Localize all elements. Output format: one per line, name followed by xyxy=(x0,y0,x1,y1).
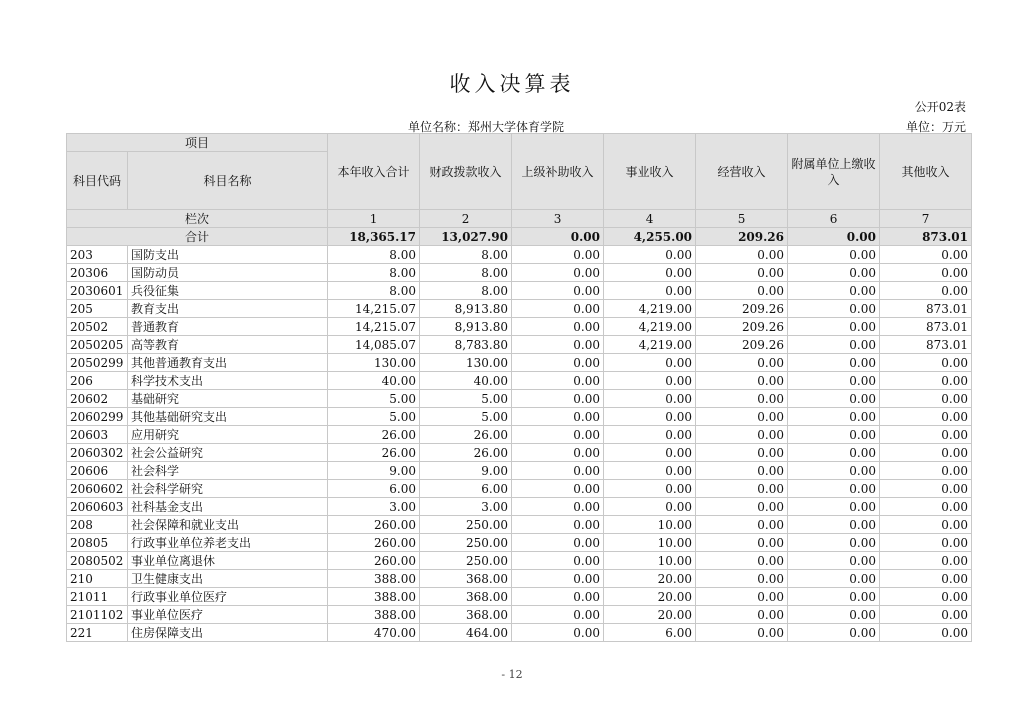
amount-cell: 0.00 xyxy=(512,552,604,570)
subject-code: 2050299 xyxy=(67,354,128,372)
amount-cell: 250.00 xyxy=(420,534,512,552)
amount-cell: 0.00 xyxy=(696,552,788,570)
amount-cell: 0.00 xyxy=(788,570,880,588)
money-unit: 单位：万元 xyxy=(905,120,966,134)
header-col-4: 事业收入 xyxy=(604,134,696,210)
amount-cell: 0.00 xyxy=(696,426,788,444)
amount-cell: 0.00 xyxy=(604,390,696,408)
table-row xyxy=(67,624,972,642)
amount-cell: 464.00 xyxy=(420,624,512,642)
amount-cell: 873.01 xyxy=(880,318,972,336)
amount-cell: 4,219.00 xyxy=(604,300,696,318)
amount-cell: 26.00 xyxy=(420,444,512,462)
amount-cell: 0.00 xyxy=(880,588,972,606)
table-row xyxy=(67,588,972,606)
header-col-3: 上级补助收入 xyxy=(512,134,604,210)
subject-code: 2101102 xyxy=(67,606,128,624)
amount-cell: 0.00 xyxy=(604,408,696,426)
amount-cell: 40.00 xyxy=(328,372,420,390)
amount-cell: 0.00 xyxy=(788,282,880,300)
total-row xyxy=(67,228,972,246)
amount-cell: 0.00 xyxy=(512,390,604,408)
amount-cell: 0.00 xyxy=(512,588,604,606)
amount-cell: 0.00 xyxy=(880,480,972,498)
amount-cell: 26.00 xyxy=(420,426,512,444)
subject-code: 20602 xyxy=(67,390,128,408)
amount-cell: 0.00 xyxy=(788,498,880,516)
amount-cell: 26.00 xyxy=(328,426,420,444)
subject-name: 事业单位医疗 xyxy=(128,606,328,624)
amount-cell: 0.00 xyxy=(604,282,696,300)
subject-name: 行政事业单位医疗 xyxy=(128,588,328,606)
seq-cell: 7 xyxy=(880,210,972,228)
seq-row xyxy=(67,210,972,228)
amount-cell: 0.00 xyxy=(512,516,604,534)
seq-cell: 1 xyxy=(328,210,420,228)
header-col-5: 经营收入 xyxy=(696,134,788,210)
amount-cell: 14,085.07 xyxy=(328,336,420,354)
subject-name: 社会科学研究 xyxy=(128,480,328,498)
seq-cell: 4 xyxy=(604,210,696,228)
amount-cell: 209.26 xyxy=(696,318,788,336)
amount-cell: 0.00 xyxy=(604,246,696,264)
income-table xyxy=(66,133,972,642)
table-row xyxy=(67,264,972,282)
form-code: 公开02表 xyxy=(914,100,966,114)
table-row xyxy=(67,516,972,534)
header-col-1: 本年收入合计 xyxy=(328,134,420,210)
amount-cell: 0.00 xyxy=(512,300,604,318)
amount-cell: 0.00 xyxy=(788,408,880,426)
subject-name: 兵役征集 xyxy=(128,282,328,300)
amount-cell: 0.00 xyxy=(788,336,880,354)
amount-cell: 260.00 xyxy=(328,534,420,552)
subject-name: 科学技术支出 xyxy=(128,372,328,390)
amount-cell: 0.00 xyxy=(788,588,880,606)
amount-cell: 0.00 xyxy=(512,282,604,300)
amount-cell: 0.00 xyxy=(880,246,972,264)
amount-cell: 388.00 xyxy=(328,570,420,588)
amount-cell: 20.00 xyxy=(604,570,696,588)
page-number: - 12 xyxy=(501,668,523,681)
amount-cell: 873.01 xyxy=(880,300,972,318)
amount-cell: 8,913.80 xyxy=(420,300,512,318)
amount-cell: 0.00 xyxy=(696,570,788,588)
amount-cell: 0.00 xyxy=(880,282,972,300)
subject-code: 203 xyxy=(67,246,128,264)
subject-code: 206 xyxy=(67,372,128,390)
amount-cell: 0.00 xyxy=(512,318,604,336)
amount-cell: 0.00 xyxy=(512,246,604,264)
table-row xyxy=(67,552,972,570)
amount-cell: 0.00 xyxy=(512,570,604,588)
amount-cell: 0.00 xyxy=(604,372,696,390)
amount-cell: 9.00 xyxy=(328,462,420,480)
amount-cell: 250.00 xyxy=(420,516,512,534)
subject-code: 210 xyxy=(67,570,128,588)
amount-cell: 0.00 xyxy=(880,552,972,570)
amount-cell: 0.00 xyxy=(512,372,604,390)
amount-cell: 0.00 xyxy=(604,264,696,282)
amount-cell: 130.00 xyxy=(420,354,512,372)
amount-cell: 8,783.80 xyxy=(420,336,512,354)
amount-cell: 470.00 xyxy=(328,624,420,642)
amount-cell: 0.00 xyxy=(512,624,604,642)
table-row xyxy=(67,426,972,444)
subject-code: 20805 xyxy=(67,534,128,552)
amount-cell: 0.00 xyxy=(512,426,604,444)
subject-code: 20502 xyxy=(67,318,128,336)
amount-cell: 8.00 xyxy=(420,246,512,264)
amount-cell: 20.00 xyxy=(604,588,696,606)
subject-name: 应用研究 xyxy=(128,426,328,444)
subject-name: 其他基础研究支出 xyxy=(128,408,328,426)
amount-cell: 10.00 xyxy=(604,516,696,534)
subject-name: 社会公益研究 xyxy=(128,444,328,462)
amount-cell: 5.00 xyxy=(420,408,512,426)
table-row xyxy=(67,246,972,264)
amount-cell: 0.00 xyxy=(696,516,788,534)
amount-cell: 14,215.07 xyxy=(328,318,420,336)
amount-cell: 388.00 xyxy=(328,588,420,606)
table-row xyxy=(67,354,972,372)
amount-cell: 5.00 xyxy=(328,408,420,426)
amount-cell: 388.00 xyxy=(328,606,420,624)
amount-cell: 8.00 xyxy=(328,264,420,282)
amount-cell: 873.01 xyxy=(880,336,972,354)
total-cell: 873.01 xyxy=(880,228,972,246)
amount-cell: 0.00 xyxy=(512,462,604,480)
amount-cell: 14,215.07 xyxy=(328,300,420,318)
amount-cell: 5.00 xyxy=(420,390,512,408)
amount-cell: 6.00 xyxy=(328,480,420,498)
amount-cell: 0.00 xyxy=(512,264,604,282)
table-row xyxy=(67,444,972,462)
amount-cell: 209.26 xyxy=(696,300,788,318)
subject-name: 住房保障支出 xyxy=(128,624,328,642)
table-row xyxy=(67,282,972,300)
amount-cell: 250.00 xyxy=(420,552,512,570)
amount-cell: 368.00 xyxy=(420,570,512,588)
total-cell: 0.00 xyxy=(788,228,880,246)
amount-cell: 0.00 xyxy=(788,552,880,570)
amount-cell: 0.00 xyxy=(604,462,696,480)
amount-cell: 8,913.80 xyxy=(420,318,512,336)
header-col-7: 其他收入 xyxy=(880,134,972,210)
table-row xyxy=(67,372,972,390)
subject-code: 2080502 xyxy=(67,552,128,570)
subject-code: 2060302 xyxy=(67,444,128,462)
table-row xyxy=(67,606,972,624)
amount-cell: 0.00 xyxy=(696,354,788,372)
table-row xyxy=(67,498,972,516)
amount-cell: 0.00 xyxy=(696,498,788,516)
subject-name: 社科基金支出 xyxy=(128,498,328,516)
amount-cell: 0.00 xyxy=(512,444,604,462)
amount-cell: 0.00 xyxy=(696,390,788,408)
header-col-2: 财政拨款收入 xyxy=(420,134,512,210)
seq-cell: 2 xyxy=(420,210,512,228)
amount-cell: 0.00 xyxy=(880,624,972,642)
amount-cell: 0.00 xyxy=(880,606,972,624)
amount-cell: 130.00 xyxy=(328,354,420,372)
seq-cell: 6 xyxy=(788,210,880,228)
amount-cell: 209.26 xyxy=(696,336,788,354)
amount-cell: 10.00 xyxy=(604,552,696,570)
subject-code: 2030601 xyxy=(67,282,128,300)
amount-cell: 0.00 xyxy=(696,246,788,264)
table-row xyxy=(67,318,972,336)
subject-name: 卫生健康支出 xyxy=(128,570,328,588)
amount-cell: 0.00 xyxy=(880,264,972,282)
amount-cell: 0.00 xyxy=(512,354,604,372)
amount-cell: 0.00 xyxy=(604,480,696,498)
amount-cell: 0.00 xyxy=(604,444,696,462)
subject-code: 20306 xyxy=(67,264,128,282)
amount-cell: 0.00 xyxy=(788,318,880,336)
subject-name: 行政事业单位养老支出 xyxy=(128,534,328,552)
amount-cell: 0.00 xyxy=(788,480,880,498)
subject-name: 社会保障和就业支出 xyxy=(128,516,328,534)
amount-cell: 0.00 xyxy=(788,444,880,462)
subject-name: 高等教育 xyxy=(128,336,328,354)
unit-name: 单位名称：郑州大学体育学院 xyxy=(408,120,565,134)
subject-name: 事业单位离退休 xyxy=(128,552,328,570)
subject-name: 普通教育 xyxy=(128,318,328,336)
total-cell: 209.26 xyxy=(696,228,788,246)
amount-cell: 4,219.00 xyxy=(604,336,696,354)
subject-name: 社会科学 xyxy=(128,462,328,480)
amount-cell: 3.00 xyxy=(420,498,512,516)
subject-name: 基础研究 xyxy=(128,390,328,408)
header-col-6: 附属单位上缴收入 xyxy=(788,134,880,210)
header-name: 科目名称 xyxy=(128,152,328,210)
page-title: 收入决算表 xyxy=(449,72,575,96)
table-row xyxy=(67,390,972,408)
amount-cell: 0.00 xyxy=(880,462,972,480)
amount-cell: 0.00 xyxy=(788,426,880,444)
seq-cell: 5 xyxy=(696,210,788,228)
amount-cell: 8.00 xyxy=(420,264,512,282)
table-row xyxy=(67,300,972,318)
amount-cell: 0.00 xyxy=(788,264,880,282)
subject-name: 国防动员 xyxy=(128,264,328,282)
subject-code: 2060602 xyxy=(67,480,128,498)
amount-cell: 0.00 xyxy=(512,480,604,498)
amount-cell: 0.00 xyxy=(604,498,696,516)
amount-cell: 0.00 xyxy=(880,426,972,444)
amount-cell: 260.00 xyxy=(328,552,420,570)
subject-code: 208 xyxy=(67,516,128,534)
header-project: 项目 xyxy=(67,134,328,152)
amount-cell: 0.00 xyxy=(880,516,972,534)
amount-cell: 0.00 xyxy=(696,408,788,426)
amount-cell: 0.00 xyxy=(788,462,880,480)
amount-cell: 26.00 xyxy=(328,444,420,462)
amount-cell: 0.00 xyxy=(880,354,972,372)
amount-cell: 0.00 xyxy=(696,606,788,624)
amount-cell: 0.00 xyxy=(696,588,788,606)
amount-cell: 0.00 xyxy=(696,444,788,462)
amount-cell: 0.00 xyxy=(604,354,696,372)
amount-cell: 0.00 xyxy=(696,282,788,300)
amount-cell: 8.00 xyxy=(420,282,512,300)
subject-code: 20606 xyxy=(67,462,128,480)
amount-cell: 0.00 xyxy=(788,606,880,624)
total-cell: 0.00 xyxy=(512,228,604,246)
amount-cell: 0.00 xyxy=(788,372,880,390)
amount-cell: 10.00 xyxy=(604,534,696,552)
amount-cell: 0.00 xyxy=(788,534,880,552)
amount-cell: 0.00 xyxy=(880,372,972,390)
header-code: 科目代码 xyxy=(67,152,128,210)
amount-cell: 0.00 xyxy=(788,354,880,372)
amount-cell: 0.00 xyxy=(696,462,788,480)
amount-cell: 9.00 xyxy=(420,462,512,480)
amount-cell: 0.00 xyxy=(696,264,788,282)
subject-code: 2060299 xyxy=(67,408,128,426)
table-row xyxy=(67,408,972,426)
amount-cell: 0.00 xyxy=(604,426,696,444)
amount-cell: 0.00 xyxy=(880,390,972,408)
amount-cell: 0.00 xyxy=(788,516,880,534)
subject-name: 教育支出 xyxy=(128,300,328,318)
total-cell: 4,255.00 xyxy=(604,228,696,246)
seq-label: 栏次 xyxy=(67,210,328,228)
amount-cell: 0.00 xyxy=(788,246,880,264)
table-row xyxy=(67,336,972,354)
subject-code: 2060603 xyxy=(67,498,128,516)
amount-cell: 6.00 xyxy=(420,480,512,498)
subject-code: 205 xyxy=(67,300,128,318)
table-row xyxy=(67,480,972,498)
amount-cell: 0.00 xyxy=(788,624,880,642)
subject-code: 21011 xyxy=(67,588,128,606)
amount-cell: 0.00 xyxy=(880,534,972,552)
amount-cell: 368.00 xyxy=(420,588,512,606)
subject-code: 20603 xyxy=(67,426,128,444)
amount-cell: 0.00 xyxy=(696,534,788,552)
seq-cell: 3 xyxy=(512,210,604,228)
amount-cell: 0.00 xyxy=(512,336,604,354)
amount-cell: 0.00 xyxy=(512,498,604,516)
amount-cell: 0.00 xyxy=(696,372,788,390)
amount-cell: 0.00 xyxy=(512,606,604,624)
amount-cell: 0.00 xyxy=(512,534,604,552)
amount-cell: 368.00 xyxy=(420,606,512,624)
table-row xyxy=(67,570,972,588)
subject-code: 2050205 xyxy=(67,336,128,354)
total-label: 合计 xyxy=(67,228,328,246)
table-row xyxy=(67,462,972,480)
amount-cell: 0.00 xyxy=(880,408,972,426)
amount-cell: 3.00 xyxy=(328,498,420,516)
amount-cell: 0.00 xyxy=(696,624,788,642)
subject-code: 221 xyxy=(67,624,128,642)
amount-cell: 5.00 xyxy=(328,390,420,408)
amount-cell: 0.00 xyxy=(880,444,972,462)
amount-cell: 0.00 xyxy=(696,480,788,498)
total-cell: 13,027.90 xyxy=(420,228,512,246)
subject-name: 其他普通教育支出 xyxy=(128,354,328,372)
table-row xyxy=(67,534,972,552)
amount-cell: 6.00 xyxy=(604,624,696,642)
amount-cell: 40.00 xyxy=(420,372,512,390)
amount-cell: 260.00 xyxy=(328,516,420,534)
amount-cell: 0.00 xyxy=(512,408,604,426)
total-cell: 18,365.17 xyxy=(328,228,420,246)
amount-cell: 20.00 xyxy=(604,606,696,624)
amount-cell: 0.00 xyxy=(880,570,972,588)
amount-cell: 4,219.00 xyxy=(604,318,696,336)
amount-cell: 0.00 xyxy=(788,300,880,318)
amount-cell: 8.00 xyxy=(328,282,420,300)
amount-cell: 8.00 xyxy=(328,246,420,264)
amount-cell: 0.00 xyxy=(788,390,880,408)
amount-cell: 0.00 xyxy=(880,498,972,516)
subject-name: 国防支出 xyxy=(128,246,328,264)
